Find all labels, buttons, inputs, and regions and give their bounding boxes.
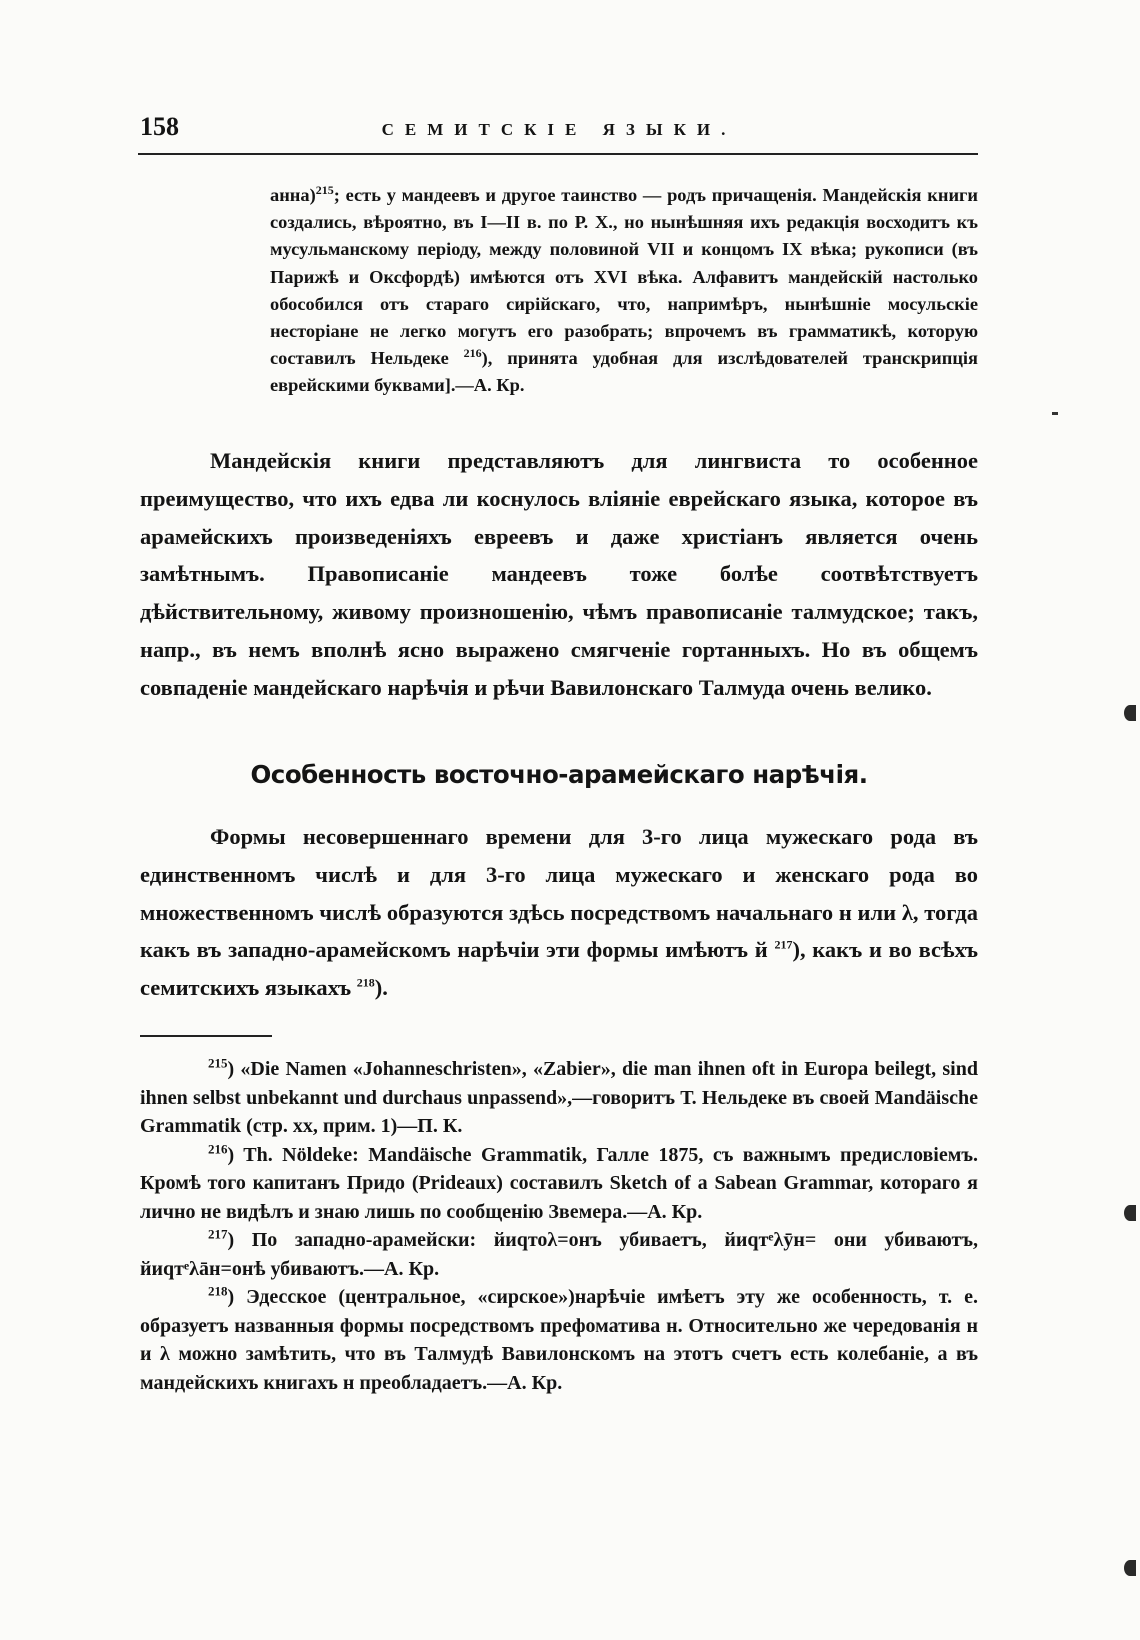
quote-text-end: ), принята удобная для изслѣдователей транскрипція еврейскими буквами].—А. Кр.	[270, 348, 978, 396]
footnote-217	[140, 1226, 978, 1283]
margin-mark	[1124, 1560, 1136, 1576]
footnotes	[140, 1055, 978, 1397]
running-title: СЕМИТСКІЕ ЯЗЫКИ.	[381, 120, 737, 139]
paragraph2-text-end: ).	[374, 975, 388, 1001]
footnote-216	[140, 1141, 978, 1227]
footnote-ref-216: 216	[463, 346, 482, 361]
quote-text-start: анна)	[270, 185, 316, 205]
footnote-ref-217: 217	[774, 937, 793, 952]
paragraph-text	[140, 818, 978, 1007]
footnote-text: ) По западно-арамейски: йиqтоλ=онъ убиваетъ, йиqтᵉλӯн= они убиваютъ, йиqтᵉλāн=онѣ убиваютъ.—А. Кр.	[140, 1229, 978, 1280]
footnote-218	[140, 1283, 978, 1397]
footnote-mark: 217	[208, 1226, 228, 1242]
footnote-215	[140, 1055, 978, 1141]
paragraph2-text-start: Формы несовершеннаго времени для 3-го лица мужескаго рода въ единственномъ числѣ и для 3-го лица мужескаго и женскаго рода во множественномъ числѣ образуются здѣсь посредствомъ начальнаго н или λ, тогда какъ въ западно-арамейскомъ нарѣчіи эти формы имѣютъ й	[140, 824, 978, 963]
margin-tick	[1052, 412, 1058, 415]
footnote-ref-218: 218	[356, 975, 375, 990]
footnote-mark: 218	[208, 1283, 228, 1299]
margin-mark	[1124, 705, 1136, 721]
page-number: 158	[140, 112, 179, 141]
paragraph2-text-mid: ), какъ и во всѣхъ семитскихъ языкахъ	[140, 937, 979, 1001]
footnote-text: ) «Die Namen «Johanneschristen», «Zabier», die man ihnen oft in Europa beilegt, sind ihnen selbst unbekannt und durchaus unpassend»,—говоритъ Т. Нельдеке въ своей Mandäische Grammatik (стр. xx, прим. 1)—П. К.	[140, 1058, 978, 1137]
footnote-text: ) Th. Nöldeke: Mandäische Grammatik, Галле 1875, съ важнымъ предисловіемъ. Кромѣ того капитанъ Придо (Prideaux) составилъ Sketch of a Sabean Grammar, котораго я лично не видѣлъ и знаю лишь по сообщенію Звемера.—А. Кр.	[140, 1143, 978, 1223]
footnote-ref-215: 215	[315, 182, 334, 197]
quote-block	[270, 182, 978, 400]
page-header	[140, 112, 978, 152]
quote-paragraph	[270, 182, 978, 400]
body-paragraph-2	[140, 818, 978, 1007]
margin-mark	[1124, 1205, 1136, 1221]
section-heading: Особенность восточно-арамейскаго нарѣчія.	[250, 760, 868, 789]
header-rule	[138, 153, 978, 155]
footnote-mark: 216	[208, 1140, 228, 1156]
footnote-mark: 215	[208, 1055, 228, 1071]
body-paragraph-1	[140, 442, 978, 707]
footnote-rule	[140, 1035, 272, 1037]
footnote-text: ) Эдесское (центральное, «сирское»)нарѣчіе имѣетъ эту же особенность, т. е. образуетъ названныя формы посредствомъ префоматива н. Относительно же чередованія н и λ можно замѣтить, что въ Талмудѣ Вавилонскомъ на этотъ счетъ есть колебаніе, а въ мандейскихъ книгахъ н преобладаетъ.—А. Кр.	[140, 1286, 978, 1394]
paragraph-text: Мандейскія книги представляютъ для лингвиста то особенное преимущество, что ихъ едва ли коснулось вліяніе еврейскаго языка, которое въ арамейскихъ произведеніяхъ евреевъ и даже христіанъ является очень замѣтнымъ. Правописаніе мандеевъ тоже болѣе соотвѣтствуетъ дѣйствительному, живому произношенію, чѣмъ правописаніе талмудское; такъ, напр., въ немъ вполнѣ ясно выражено смягченіе гортанныхъ. Но въ общемъ совпаденіе мандейскаго нарѣчія и рѣчи Вавилонскаго Талмуда очень велико.	[140, 448, 978, 700]
quote-text-mid: ; есть у мандеевъ и другое таинство — родъ причащенія. Мандейскія книги создались, вѣроятно, въ I—II в. по Р. X., но нынѣшняя ихъ редакція восходитъ къ мусульманскому періоду, между половиной VII и концомъ IX вѣка; рукописи (въ Парижѣ и Оксфордѣ) имѣются отъ XVI вѣка. Алфавитъ мандейскій настолько обособился отъ стараго сирійскаго, что, напримѣръ, нынѣшніе мосульскіе несторіане не легко могутъ его разобрать; впрочемъ въ грамматикѣ, которую составилъ Нельдеке	[270, 185, 978, 369]
